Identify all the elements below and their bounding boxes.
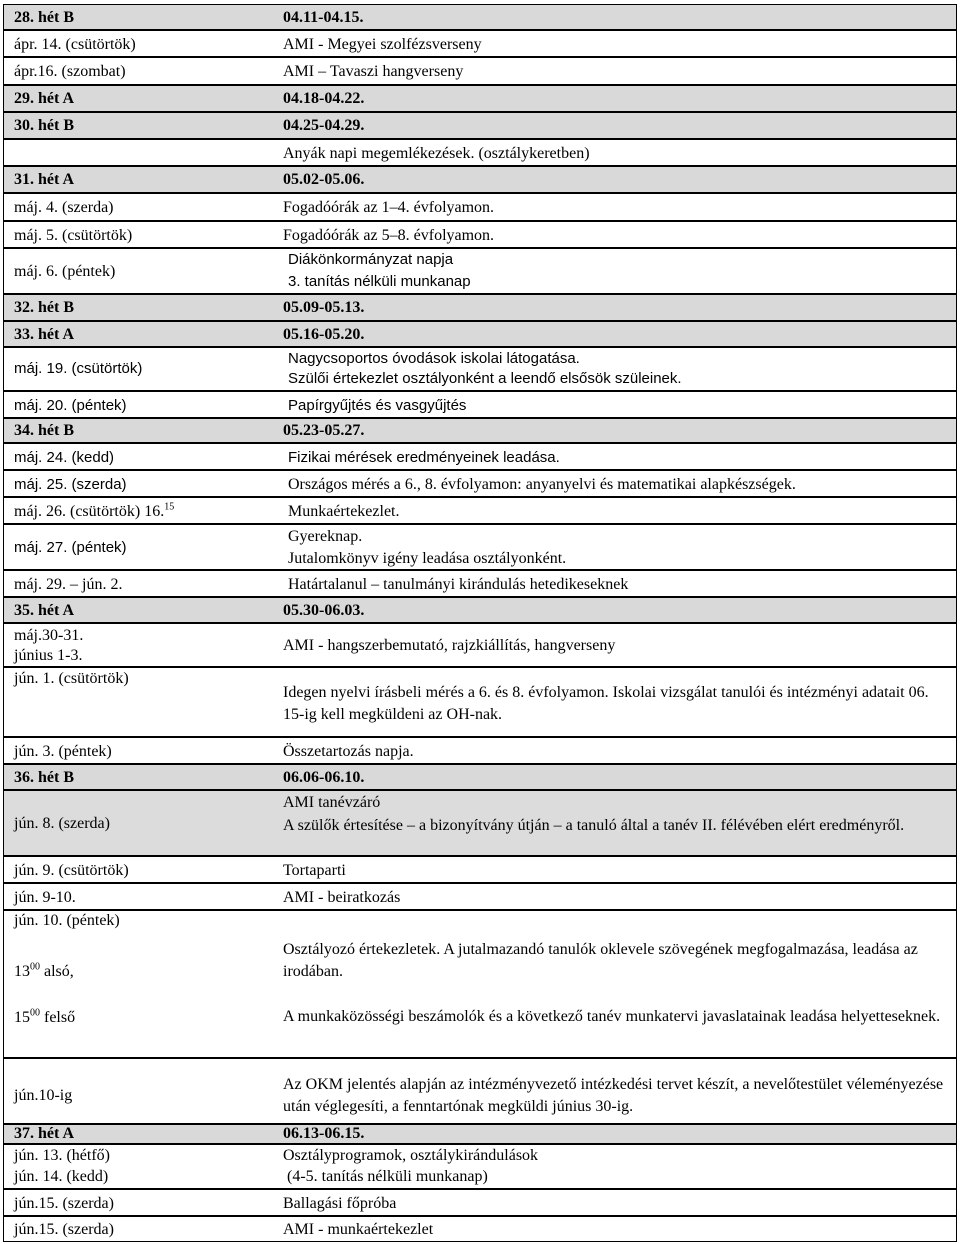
event-date: ápr.16. (szombat): [14, 63, 126, 80]
event-date: máj. 24. (kedd): [14, 449, 115, 466]
week-row: [3, 418, 957, 443]
event-description: Idegen nyelvi írásbeli mérés a 6. és 8. évfolyamon. Iskolai vizsgálat tanulói és intézményi adatait 06. 15-ig kell megküldeni az OH-nak.: [283, 684, 929, 723]
event-row: [3, 193, 957, 221]
event-date: máj.30-31.: [14, 627, 84, 644]
event-date: június 1-3.: [14, 647, 83, 664]
event-description: Diákönkormányzat napja: [288, 251, 454, 268]
week-label: 32. hét B: [14, 299, 74, 316]
week-row: [3, 321, 957, 347]
event-description: Összetartozás napja.: [283, 743, 414, 760]
event-row: [3, 524, 957, 570]
week-row: [3, 294, 957, 321]
event-date: jún. 9-10.: [14, 889, 76, 906]
event-row: [3, 1216, 957, 1242]
event-description: A munkaközösségi beszámolók és a következő tanév munkatervi javaslatainak leadása helyetteseknek.: [283, 1008, 941, 1025]
event-description: Fogadóórák az 5–8. évfolyamon.: [283, 227, 495, 244]
event-row: [3, 883, 957, 910]
event-row: [3, 30, 957, 57]
week-label: 30. hét B: [14, 117, 74, 134]
week-dates: 06.13-06.15.: [283, 1125, 365, 1142]
event-date: máj. 5. (csütörtök): [14, 227, 133, 244]
event-date: máj. 19. (csütörtök): [14, 360, 143, 377]
event-row: [3, 910, 957, 1058]
event-description: Osztályozó értekezletek. A jutalmazandó tanulók oklevele szövegének megfogalmazása, leadása az irodában.: [283, 941, 918, 980]
event-description: AMI - munkaértekezlet: [283, 1221, 434, 1238]
event-row: [3, 57, 957, 85]
event-row: [3, 221, 957, 248]
week-label: 33. hét A: [14, 326, 74, 343]
event-row: [3, 856, 957, 883]
event-description: AMI - hangszerbemutató, rajzkiállítás, hangverseny: [283, 637, 616, 654]
event-description: 3. tanítás nélküli munkanap: [288, 273, 471, 290]
event-date: jún. 13. (hétfő): [14, 1147, 110, 1164]
event-row: [3, 347, 957, 391]
week-label: 35. hét A: [14, 602, 74, 619]
event-date: máj. 4. (szerda): [14, 199, 114, 216]
week-row: [3, 112, 957, 139]
event-description: (4-5. tanítás nélküli munkanap): [283, 1168, 488, 1185]
week-row: [3, 597, 957, 623]
event-description: Szülői értekezlet osztályonként a leendő elsősök szüleinek.: [288, 370, 682, 387]
event-description: AMI - Megyei szolfézsverseny: [283, 36, 482, 53]
week-dates: 04.11-04.15.: [283, 9, 364, 26]
week-label: 36. hét B: [14, 769, 74, 786]
event-date: máj. 20. (péntek): [14, 397, 127, 414]
event-row: [3, 443, 957, 470]
event-description: Határtalanul – tanulmányi kirándulás hetedikeseknek: [288, 576, 629, 593]
week-row: [3, 1124, 957, 1144]
event-date: jún. 10. (péntek): [14, 912, 120, 929]
week-label: 28. hét B: [14, 9, 74, 26]
event-row: [3, 667, 957, 737]
event-description: Munkaértekezlet.: [288, 503, 400, 520]
event-time: $13^{00}$ alsó,: [14, 961, 74, 980]
event-date: jún.10-ig: [14, 1087, 73, 1104]
week-label: 29. hét A: [14, 90, 74, 107]
event-date: ápr. 14. (csütörtök): [14, 36, 136, 53]
event-description: AMI tanévzáró: [283, 794, 381, 811]
week-row: [3, 166, 957, 193]
event-date: máj. 27. (péntek): [14, 539, 127, 556]
event-date: máj. 25. (szerda): [14, 476, 127, 493]
week-dates: 05.16-05.20.: [283, 326, 365, 343]
week-dates: 05.30-06.03.: [283, 602, 365, 619]
event-description: A szülők értesítése – a bizonyítvány útján – a tanuló által a tanév II. félévében elért eredményről.: [283, 817, 905, 834]
event-row: [3, 1058, 957, 1124]
event-row: [3, 1189, 957, 1216]
event-date: jún.15. (szerda): [14, 1195, 114, 1212]
week-dates: 05.23-05.27.: [283, 422, 365, 439]
week-dates: 04.25-04.29.: [283, 117, 365, 134]
week-label: 37. hét A: [14, 1125, 74, 1142]
event-row: [3, 248, 957, 294]
event-description: Fogadóórák az 1–4. évfolyamon.: [283, 199, 495, 216]
event-description: Gyereknap.: [288, 528, 363, 545]
event-description: Jutalomkönyv igény leadása osztályonként.: [288, 550, 567, 567]
week-row: [3, 4, 957, 30]
week-row: [3, 764, 957, 790]
event-description: AMI – Tavaszi hangverseny: [283, 63, 464, 80]
event-description: Papírgyűjtés és vasgyűjtés: [288, 397, 467, 414]
week-dates: 05.02-05.06.: [283, 171, 365, 188]
event-date: jún. 3. (péntek): [14, 743, 112, 760]
week-dates: 04.18-04.22.: [283, 90, 365, 107]
event-date: jún. 9. (csütörtök): [14, 862, 129, 879]
event-date: jún. 8. (szerda): [14, 815, 110, 832]
week-dates: 06.06-06.10.: [283, 769, 365, 786]
event-row: [3, 570, 957, 597]
event-date: máj. 29. – jún. 2.: [14, 576, 123, 593]
event-row: [3, 623, 957, 667]
week-label: 34. hét B: [14, 422, 74, 439]
event-date: jún. 1. (csütörtök): [14, 670, 129, 687]
event-date: jún.15. (szerda): [14, 1221, 114, 1238]
event-time: $15^{00}$ felső: [14, 1007, 76, 1026]
event-row: [3, 391, 957, 418]
event-row: [3, 790, 957, 856]
event-row: [3, 737, 957, 764]
time-superscript: 15: [164, 501, 175, 513]
event-date: máj. 26. (csütörtök) 16.15: [14, 501, 175, 520]
event-description: Az OKM jelentés alapján az intézményvezető intézkedési tervet készít, a nevelőtestület véleményezése után véglegesíti, a fenntartónak megküldi június 30-ig.: [283, 1076, 944, 1115]
event-description: AMI - beiratkozás: [283, 889, 401, 906]
week-label: 31. hét A: [14, 171, 74, 188]
event-description: Fizikai mérések eredményeinek leadása.: [288, 449, 560, 466]
week-row: [3, 85, 957, 112]
event-description: Ballagási főpróba: [283, 1195, 397, 1212]
event-description: Tortaparti: [283, 862, 346, 879]
event-description: Országos mérés a 6., 8. évfolyamon: anyanyelvi és matematikai alapkészségek.: [288, 476, 796, 493]
event-date: jún. 14. (kedd): [14, 1168, 109, 1185]
event-description: Anyák napi megemlékezések. (osztálykeretben): [283, 145, 590, 162]
event-date: máj. 6. (péntek): [14, 263, 116, 280]
event-description: Osztályprogramok, osztálykirándulások: [283, 1147, 539, 1164]
event-row: [3, 470, 957, 497]
week-dates: 05.09-05.13.: [283, 299, 365, 316]
event-row: [3, 1144, 957, 1189]
event-row: [3, 139, 957, 166]
event-row: [3, 497, 957, 524]
event-description: Nagycsoportos óvodások iskolai látogatása.: [288, 350, 580, 367]
